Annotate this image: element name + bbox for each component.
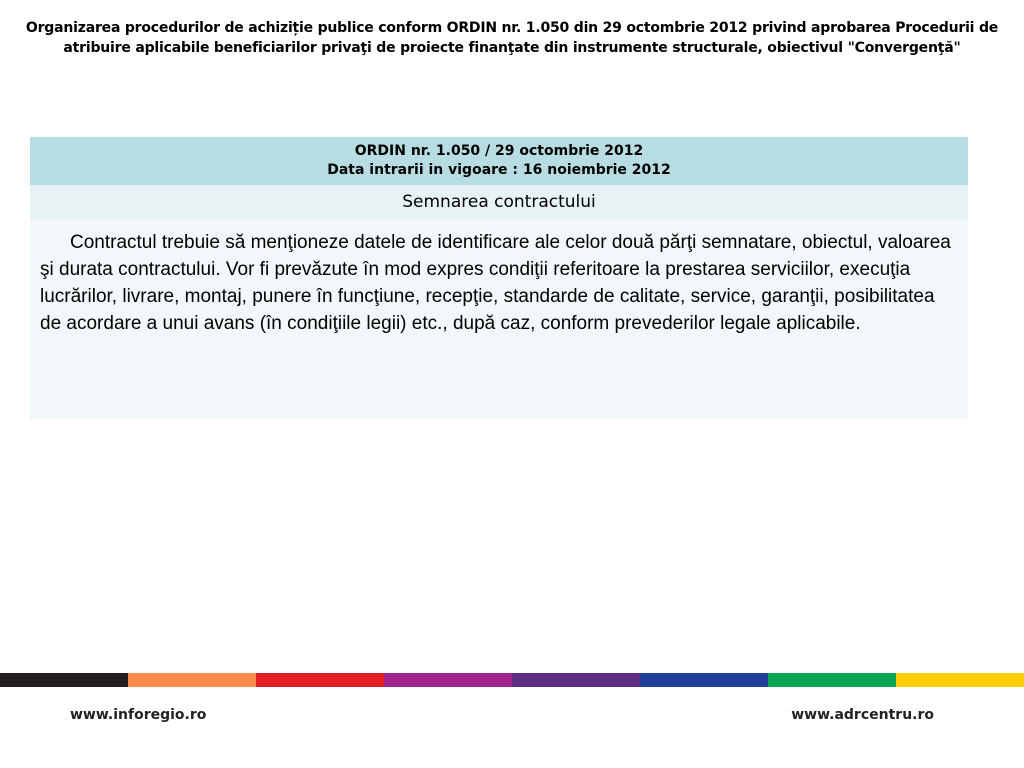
stripe-segment	[640, 673, 768, 687]
content-row	[30, 219, 968, 419]
stripe-segment	[768, 673, 896, 687]
content-cell	[30, 219, 968, 419]
order-header-cell	[30, 137, 968, 185]
order-number: ORDIN nr. 1.050 / 29 octombrie 2012	[354, 143, 644, 159]
section-title: Semnarea contractului	[30, 185, 968, 219]
footer-link-inforegio[interactable]: www.inforegio.ro	[70, 707, 207, 723]
effective-date: Data intrarii in vigoare : 16 noiembrie 2012	[327, 162, 671, 178]
slide-title	[20, 18, 1004, 58]
stripe-segment	[512, 673, 640, 687]
order-table	[30, 137, 968, 419]
slide-title-line-2: atribuire aplicabile beneficiarilor privaţi de proiecte finanţate din instrumente structurale, obiectivul "Convergenţă"	[63, 40, 961, 56]
stripe-segment	[896, 673, 1024, 687]
stripe-segment	[128, 673, 256, 687]
stripe-segment	[256, 673, 384, 687]
color-stripe	[0, 673, 1024, 687]
section-row	[30, 185, 968, 219]
order-header-row	[30, 137, 968, 185]
footer-link-adrcentru[interactable]: www.adrcentru.ro	[791, 707, 934, 723]
stripe-segment	[0, 673, 128, 687]
slide-title-line-1: Organizarea procedurilor de achiziție publice conform ORDIN nr. 1.050 din 29 octombrie 2012 privind aprobarea Procedurii de	[25, 20, 999, 36]
stripe-segment	[384, 673, 512, 687]
contract-paragraph: Contractul trebuie să menţioneze datele de identificare ale celor două părţi semnatare, obiectul, valoarea şi durata contractului. Vor fi prevăzute în mod expres condiţii referitoare la prestarea serviciilor, execuţia lucrărilor, livrare, montaj, punere în funcţiune, recepţie, standarde de calitate, service, garanţii, posibilitatea de acordare a unui avans (în condiţiile legii) etc., după caz, conform prevederilor legale aplicabile.	[40, 232, 951, 334]
